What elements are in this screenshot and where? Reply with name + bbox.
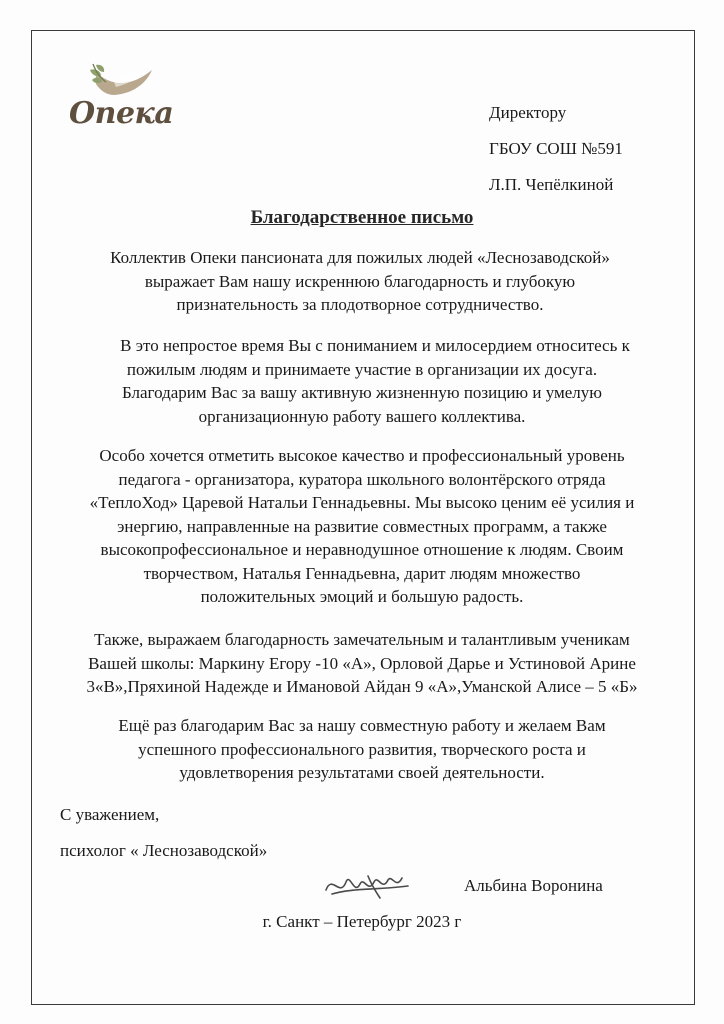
signer-name: Альбина Воронина	[464, 876, 603, 895]
text-line: Коллектив Опеки пансионата для пожилых людей «Леснозаводской»	[110, 248, 610, 267]
text-line: пожилым людям и принимаете участие в организации их досуга.	[126, 359, 598, 379]
paragraph-care	[60, 334, 664, 428]
text-line: Особо хочется отметить высокое качество и профессиональный уровень	[99, 446, 625, 465]
addressee-block	[489, 95, 623, 203]
closing-block	[60, 797, 267, 869]
text-line: успешного профессионального развития, творческого роста и	[138, 739, 586, 759]
letter-title: Благодарственное письмо	[250, 207, 474, 228]
text-line: 3«В»,Пряхиной Надежде и Имановой Айдан 9 «А»,Уманской Алисе – 5 «Б»	[86, 677, 638, 696]
paragraph-students	[50, 628, 674, 699]
handwritten-signature	[322, 868, 412, 902]
closing-regards: С уважением,	[60, 805, 160, 824]
addressee-title: Директору	[489, 103, 567, 122]
place-date: г. Санкт – Петербург 2023 г	[262, 912, 462, 931]
text-line: творчеством, Наталья Геннадьевна, дарит людям множество	[143, 563, 581, 583]
text-line: «ТеплоХод» Царевой Натальи Геннадьевны. Мы высоко ценим её усилия и	[89, 493, 635, 512]
closing-position: психолог « Леснозаводской»	[60, 841, 268, 860]
addressee-school: ГБОУ СОШ №591	[489, 139, 623, 158]
paragraph-gratitude	[60, 246, 660, 317]
text-line: педагога - организатора, куратора школьного волонтёрского отряда	[118, 469, 606, 489]
text-line: удовлетворения результатами своей деятельности.	[179, 763, 545, 782]
text-line: признательность за плодотворное сотрудничество.	[176, 295, 544, 314]
text-line: Ещё раз благодарим Вас за нашу совместную работу и желаем Вам	[118, 716, 606, 735]
text-line: высокопрофессиональное и неравнодушное отношение к людям. Своим	[100, 540, 624, 559]
logo-text: Опека	[69, 96, 174, 131]
text-line: организационную работу вашего коллектива.	[198, 406, 526, 426]
addressee-name: Л.П. Чепёлкиной	[489, 175, 614, 194]
text-line: энергию, направленные на развитие совместных программ, а также	[117, 516, 607, 536]
text-line: положительных эмоций и большую радость.	[200, 587, 524, 606]
text-line: В это непростое время Вы с пониманием и милосердием относитесь к	[120, 336, 630, 355]
text-line: Вашей школы: Маркину Егору -10 «А», Орловой Дарье и Устиновой Арине	[88, 653, 636, 673]
paragraph-teacher	[50, 444, 674, 609]
text-line: Благодарим Вас за вашу активную жизненную позицию и умелую	[121, 383, 602, 402]
text-line: Также, выражаем благодарность замечательным и талантливым ученикам	[94, 630, 630, 649]
opeka-logo	[66, 60, 176, 140]
text-line: выражает Вам нашу искреннюю благодарность и глубокую	[144, 271, 576, 291]
paragraph-wishes	[60, 714, 664, 785]
